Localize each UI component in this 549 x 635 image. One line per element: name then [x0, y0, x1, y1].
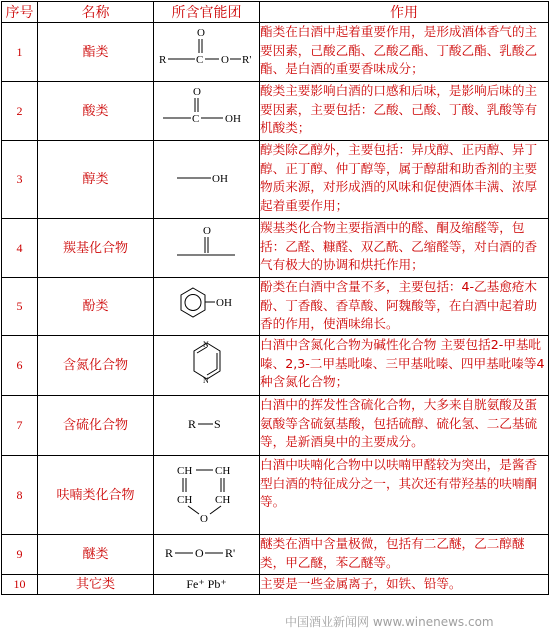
row-number: 6 — [2, 336, 38, 396]
table-row — [2, 535, 549, 575]
furan-structure — [155, 458, 259, 528]
function-description: 酚类在白酒中含量不多，主要包括：4-乙基愈疮木酚、丁香酸、香草酸、阿魏酸等，在白酒中起着助香的作用，使酒味绵长。 — [260, 278, 549, 336]
function-description: 白酒中的挥发性含硫化合物，大多来自胱氨酸及蛋氨酸等含硫氨基酸，包括硫醇、硫化氢、二乙基硫等，是新酒臭中的主要成分。 — [260, 396, 549, 456]
compound-name: 羰基化合物 — [38, 219, 154, 278]
structure-cell — [154, 336, 260, 396]
structure-cell — [154, 82, 260, 141]
sulfur-structure — [155, 409, 259, 439]
header-group: 所含官能团 — [154, 2, 260, 23]
table-row — [2, 396, 549, 456]
atom-r-prime: R' — [224, 545, 235, 560]
atom-o: O — [202, 225, 211, 237]
atom-r: R — [158, 54, 166, 66]
function-description: 白酒中呋喃化合物中以呋喃甲醛较为突出，是酱香型白酒的特征成分之一，其次还有带羟基的呋喃酮等。 — [260, 456, 549, 535]
function-description: 白酒中含氮化合物为碱性化合物 主要包括2-甲基吡嗪、2,3-二甲基吡嗪、三甲基吡嗪、四甲基吡嗪等4 种含氮化合物； — [260, 336, 549, 396]
functional-group-table — [1, 1, 549, 595]
structure-cell — [154, 575, 260, 595]
atom-oh: OH — [224, 113, 241, 125]
function-description: 醇类除乙醇外，主要包括：异戊醇、正丙醇、异丁醇、正丁醇、仲丁醇等，属于醇甜和助香剂的主要物质来源，对形成酒的风味和促使酒体丰满、浓厚起着重要作用； — [260, 141, 549, 219]
function-description: 主要是一些金属离子，如铁、铅等。 — [260, 575, 549, 595]
function-description: 羰基类化合物主要指酒中的醛、酮及缩醛等，包括：乙醛、糠醛、双乙酰、乙缩醛等，对白酒的香气有极大的协调和烘托作用； — [260, 219, 549, 278]
row-number: 10 — [2, 575, 38, 595]
acid-structure — [155, 82, 259, 136]
metal-ions: Fe⁺ Pb⁺ — [186, 577, 227, 591]
row-number: 9 — [2, 535, 38, 575]
atom-ch-bottom-left: CH — [176, 494, 192, 506]
header-use: 作用 — [260, 2, 549, 23]
compound-name: 醚类 — [38, 535, 154, 575]
atom-r-prime: R' — [241, 54, 251, 66]
watermark: 中国酒业新闻网 www.winenews.com — [285, 615, 494, 629]
compound-name: 醇类 — [38, 141, 154, 219]
structure-cell — [154, 219, 260, 278]
atom-c: C — [195, 54, 203, 66]
header-name: 名称 — [38, 2, 154, 23]
structure-cell — [154, 456, 260, 535]
atom-o-double: O — [196, 27, 205, 39]
function-description: 酸类主要影响白酒的口感和后味，是影响后味的主要因素，主要包括：乙酸、己酸、丁酸、乳酸等有机酸类； — [260, 82, 549, 141]
structure-cell — [154, 535, 260, 575]
compound-name: 含硫化合物 — [38, 396, 154, 456]
row-number: 4 — [2, 219, 38, 278]
atom-o: O — [220, 54, 229, 66]
structure-cell — [154, 278, 260, 336]
table-row — [2, 219, 549, 278]
table-row — [2, 456, 549, 535]
atom-o-double: O — [192, 86, 201, 98]
compound-name: 酸类 — [38, 82, 154, 141]
carbonyl-structure — [155, 219, 259, 273]
row-number: 3 — [2, 141, 38, 219]
function-description: 醚类在酒中含量极微，包括有二乙醚，乙二醇醚类，甲乙醚，苯乙醚等。 — [260, 535, 549, 575]
atom-n-top: N — [202, 339, 209, 349]
atom-ch-top-right: CH — [214, 465, 230, 477]
header-row — [2, 2, 549, 23]
row-number: 7 — [2, 396, 38, 456]
table-row — [2, 575, 549, 595]
pyrazine-structure — [155, 337, 259, 391]
table-row — [2, 336, 549, 396]
atom-c: C — [191, 113, 199, 125]
row-number: 8 — [2, 456, 38, 535]
atom-r: R — [187, 416, 196, 431]
phenol-structure — [155, 280, 259, 330]
table-row — [2, 23, 549, 82]
alcohol-structure — [155, 163, 259, 193]
atom-o: O — [194, 545, 204, 560]
row-number: 1 — [2, 23, 38, 82]
row-number: 2 — [2, 82, 38, 141]
atom-ch-bottom-right: CH — [214, 494, 230, 506]
structure-cell — [154, 141, 260, 219]
atom-o: O — [199, 513, 208, 525]
ether-structure — [155, 538, 259, 568]
compound-name: 呋喃类化合物 — [38, 456, 154, 535]
row-number: 5 — [2, 278, 38, 336]
table-row — [2, 278, 549, 336]
atom-ch-top-left: CH — [176, 465, 192, 477]
atom-oh: OH — [211, 172, 228, 185]
table-row — [2, 82, 549, 141]
compound-name: 酯类 — [38, 23, 154, 82]
atom-r: R — [164, 545, 173, 560]
structure-cell — [154, 396, 260, 456]
compound-name: 其它类 — [38, 575, 154, 595]
compound-name: 含氮化合物 — [38, 336, 154, 396]
table-row — [2, 141, 549, 219]
function-description: 酯类在白酒中起着重要作用，是形成酒体香气的主要因素，己酸乙酯、乙酸乙酯、丁酸乙酯、乳酸乙酯、是白酒的重要香味成分； — [260, 23, 549, 82]
header-no: 序号 — [2, 2, 38, 23]
atom-s: S — [213, 416, 221, 431]
compound-name: 酚类 — [38, 278, 154, 336]
atom-n-bottom: N — [202, 375, 209, 385]
ester-structure — [155, 23, 259, 77]
atom-oh: OH — [215, 296, 232, 309]
structure-cell — [154, 23, 260, 82]
